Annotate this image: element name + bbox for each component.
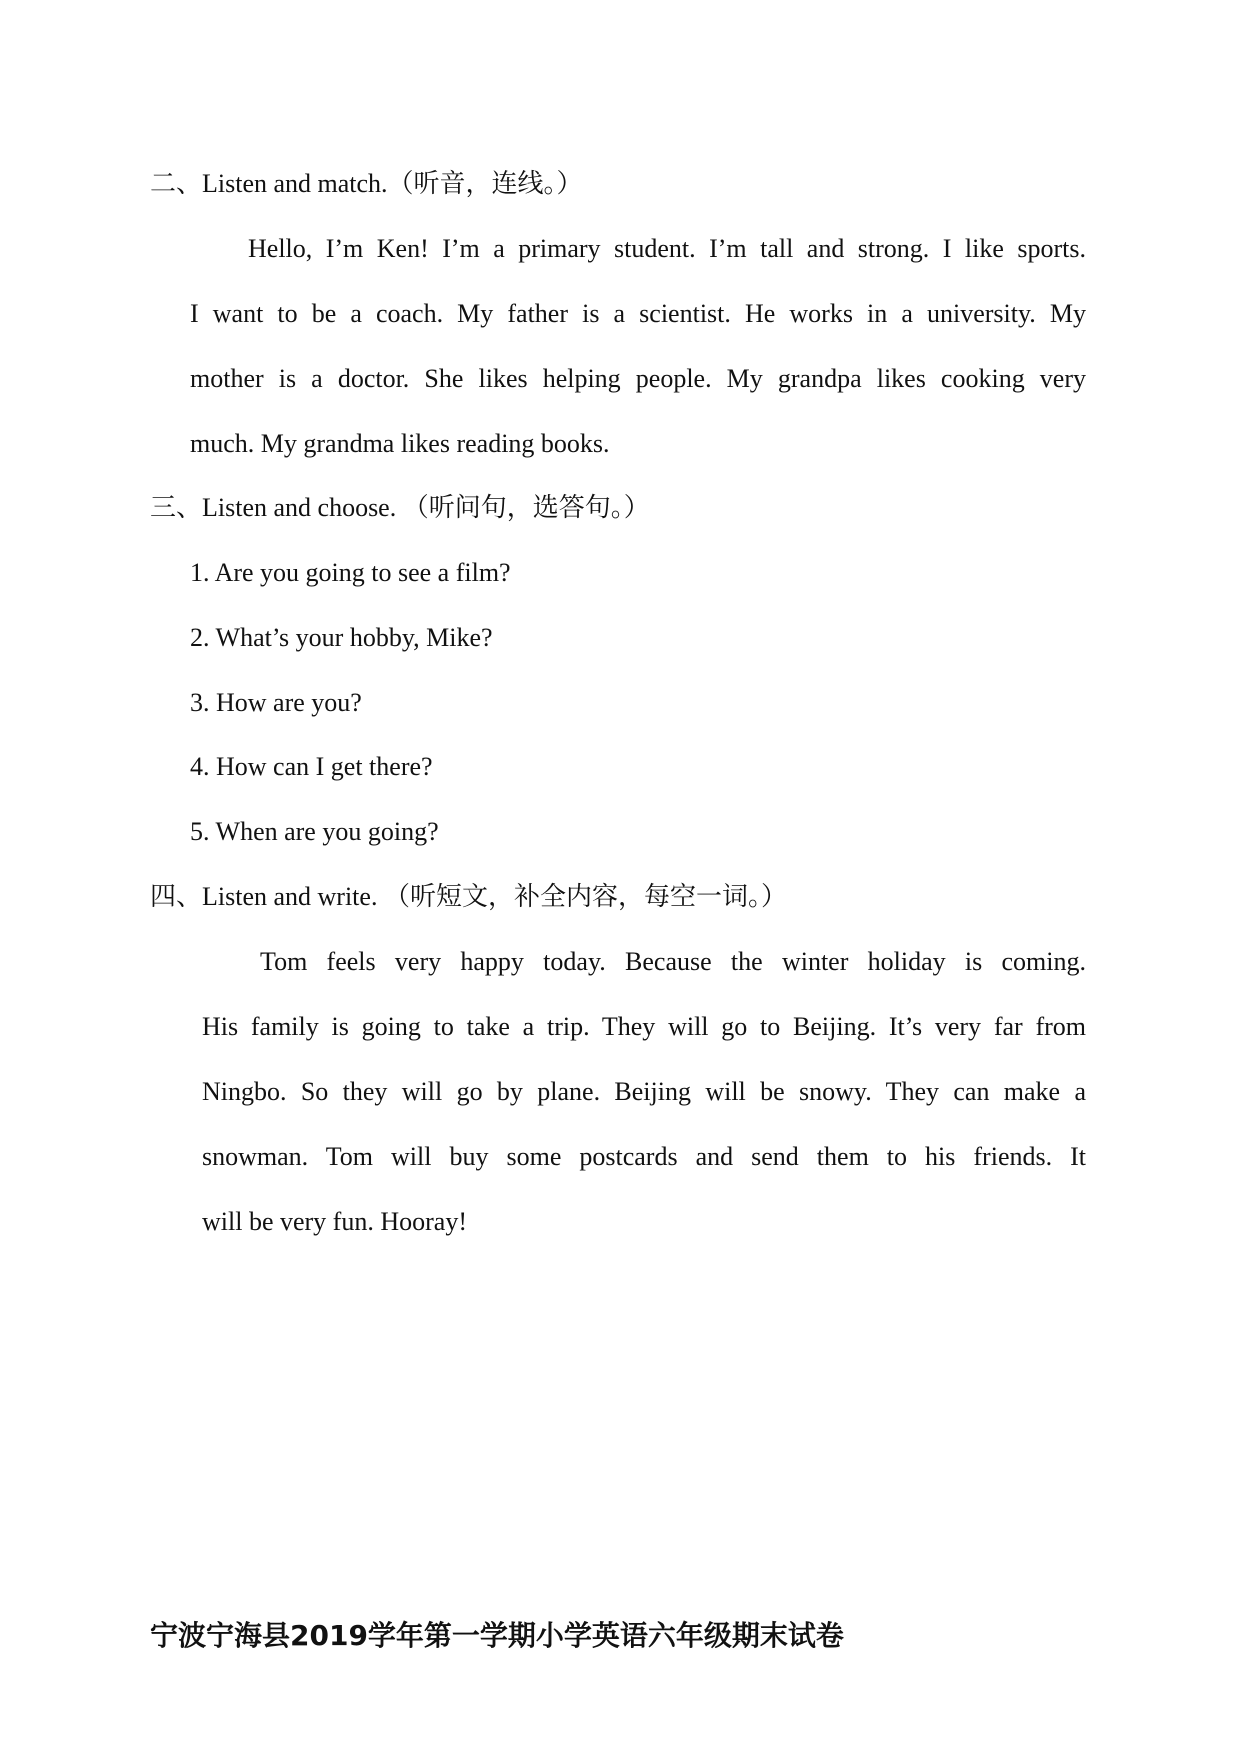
question-4: 4. How can I get there?: [190, 752, 433, 781]
passage1-line-3: mother is a doctor. She likes helping people. My grandpa likes cooking very: [190, 364, 1086, 393]
section3-heading: 三、Listen and choose. （听问句，选答句。）: [150, 493, 650, 522]
section2-heading: 二、Listen and match.（听音，连线。）: [150, 169, 583, 198]
section4-heading: 四、Listen and write. （听短文，补全内容，每空一词。）: [150, 882, 787, 911]
exam-footer-title: 宁波宁海县2019学年第一学期小学英语六年级期末试卷: [150, 1619, 844, 1652]
question-1: 1. Are you going to see a film?: [190, 558, 511, 587]
passage2-line-4: snowman. Tom will buy some postcards and send them to his friends. It: [202, 1142, 1086, 1171]
passage1-line-2: I want to be a coach. My father is a scientist. He works in a university. My: [190, 299, 1086, 328]
passage1-line-4: much. My grandma likes reading books.: [190, 429, 610, 458]
question-3: 3. How are you?: [190, 688, 362, 717]
passage1-line-1: Hello, I’m Ken! I’m a primary student. I’m tall and strong. I like sports.: [248, 234, 1086, 263]
passage2-line-1: Tom feels very happy today. Because the winter holiday is coming.: [260, 947, 1086, 976]
passage2-line-2: His family is going to take a trip. They will go to Beijing. It’s very far from: [202, 1012, 1086, 1041]
question-2: 2. What’s your hobby, Mike?: [190, 623, 493, 652]
passage2-line-5: will be very fun. Hooray!: [202, 1207, 467, 1236]
passage2-line-3: Ningbo. So they will go by plane. Beijing will be snowy. They can make a: [202, 1077, 1086, 1106]
question-5: 5. When are you going?: [190, 817, 439, 846]
